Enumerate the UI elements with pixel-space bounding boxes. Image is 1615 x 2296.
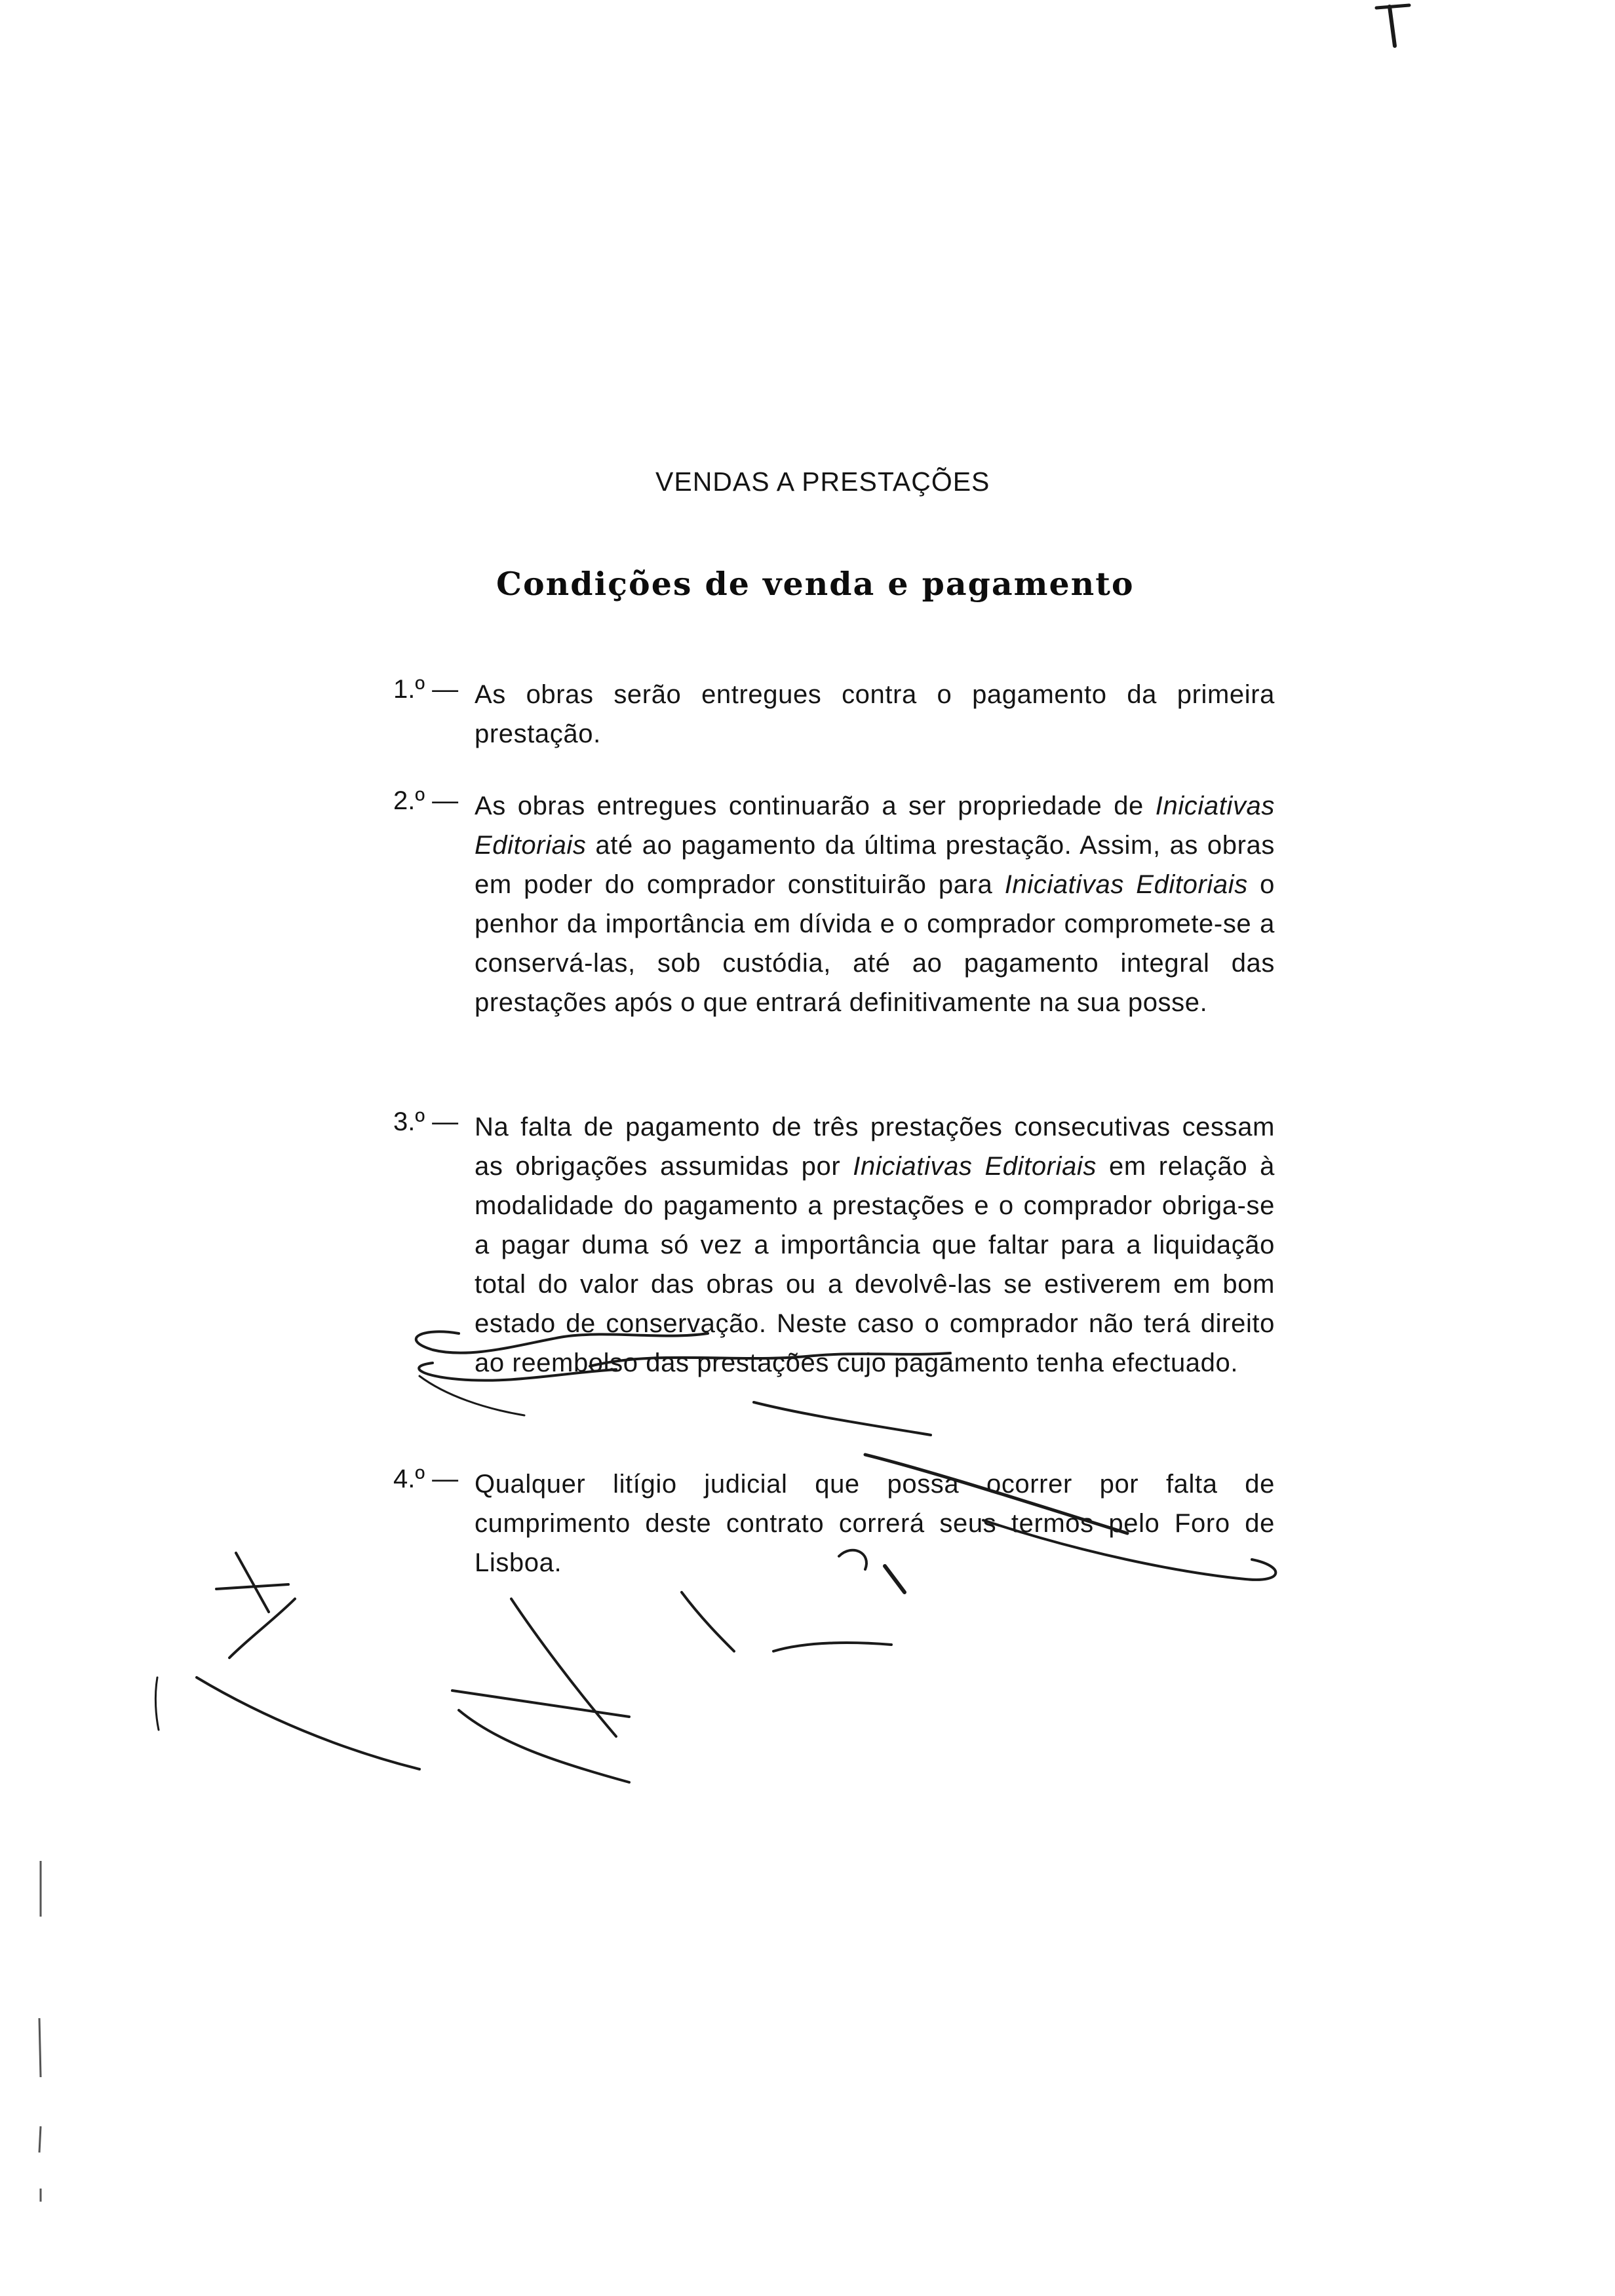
clause-number: 1.º —: [393, 675, 459, 704]
company-name: Iniciativas Editoriais: [853, 1152, 1097, 1181]
clause-text-part: As obras entregues continuarão a ser propriedade de: [475, 792, 1156, 820]
clause-text-part: Na falta de pagamento de três prestações consecutivas cessam as obrigações assumidas por: [475, 1113, 1275, 1181]
clause-text: [475, 1107, 1275, 1383]
clause-text: [475, 675, 1275, 754]
clause-text: [475, 786, 1275, 1022]
company-name: Iniciativas Editoriais: [475, 792, 1275, 860]
scan-margin-marks: [39, 1861, 41, 2202]
clause-text-part: As obras serão entregues contra o pagamento da primeira prestação.: [475, 680, 1275, 748]
clause-text-part: o penhor da importância em dívida e o comprador compromete-se a conservá-las, sob custódia, até ao pagamento integral das prestações após o que entrará definitivamente na sua posse.: [475, 870, 1275, 1017]
document-subheading: Condições de venda e pagamento: [496, 565, 1135, 603]
clause-text-part: até ao pagamento da última prestação. Assim, as obras em poder do comprador constituirão para: [475, 831, 1275, 899]
document-heading: VENDAS A PRESTAÇÕES: [655, 467, 990, 497]
clause-number: 2.º —: [393, 786, 459, 815]
clause-number: 3.º —: [393, 1107, 459, 1136]
company-name: Iniciativas Editoriais: [1004, 870, 1248, 899]
clause-number: 4.º —: [393, 1464, 459, 1493]
clause-text: [475, 1464, 1275, 1582]
clause-text-part: em relação à modalidade do pagamento a prestações e o comprador obriga-se a pagar duma só vez a importância que faltar para a liquidação total do valor das obras ou a devolvê-las se estiverem em bom estado de conservação. Neste caso o comprador não terá direito ao reembolso das prestações cujo pagamento tenha efectuado.: [475, 1152, 1275, 1377]
clause-text-part: Qualquer litígio judicial que possa ocorrer por falta de cumprimento deste contrato correrá seus termos pelo Foro de Lisboa.: [475, 1470, 1275, 1577]
